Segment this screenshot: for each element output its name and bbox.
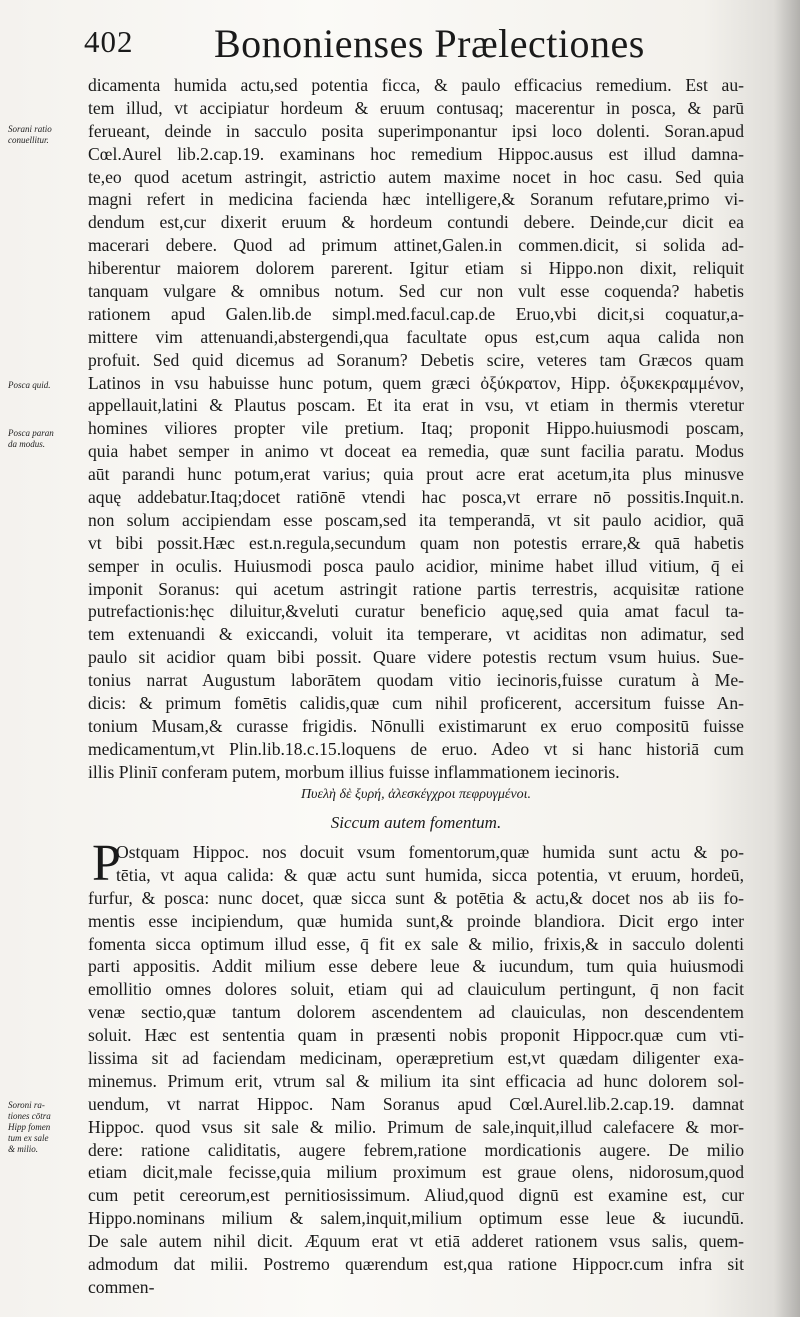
text-line: vt bibi possit.Hæc est.n.regula,secundum quam non potestis errare,& quā habetis xyxy=(88,532,744,553)
text-line: parti appositis. Addit milium esse debere leue & iucundum, tum quia huiusmodi xyxy=(88,956,744,977)
text-line: lissima sit ad faciendam medicinam, operæpretium est,vt quædam diligenter exa- xyxy=(88,1048,744,1069)
text-line: rationem apud Galen.lib.de simpl.med.facul.cap.de Eruo,vbi dicit,si coquatur,a- xyxy=(88,303,744,324)
text-line: aūt parandi hunc potum,erat varius; quia prout acre erat acetum,ita plus minusve xyxy=(88,464,744,485)
text-line: mentis esse incipiendum, quæ humida sunt,& proinde blandiora. Dicit ergo inter xyxy=(88,910,744,931)
text-line: emollitio omnes dolores soluit, etiam qui ad clauiculum pertingunt, q̄ non facit xyxy=(88,979,744,1000)
text-line: tonium Musam,& curasse frigidis. Nōnulli existimarunt ex eruo compositū fuisse xyxy=(88,715,744,736)
text-line: tem extenuandi & exiccandi, voluit ita temperare, vt aciditas non adimatur, sed xyxy=(88,624,744,645)
text-line: fomenta sicca optimum illud esse, q̄ fit ex sale & milio, frixis,& in sacculo dolenti xyxy=(88,933,744,954)
text-line: ferueant, deinde in sacculo posita superimponantur ipsi loco dolenti. Soran.apud xyxy=(88,120,744,141)
margin-note-posca-paranda: Posca paran da modus. xyxy=(8,428,54,449)
text-line: Hippoc. quod vsus sit sale & milio. Primum de sale,inquit,illud calefacere & mor- xyxy=(88,1116,744,1137)
text-line: dendum est,cur dixerit eruum & hordeum contundi debere. Deinde,cur dicit ea xyxy=(88,212,744,233)
text-line: Hippo.nominans milium & salem,inquit,milium optimum esse leue & iucundū. xyxy=(88,1208,744,1229)
text-line: illis Pliniī conferam putem, morbum illius fuisse inflammationem iecinoris. xyxy=(88,761,620,782)
text-line: etiam dicit,male fecisse,quia milium proximum est graue olens, nidorosum,quod xyxy=(88,1162,744,1183)
text-line: minemus. Primum erit, vtrum sal & milium ita sint efficacia ad hunc dolorem sol- xyxy=(88,1070,744,1091)
text-line: putrefactionis:hęc diluitur,&veluti curatur beneficio aquę,sed quia amat facul ta- xyxy=(88,601,744,622)
text-line: furfur, & posca: nunc docet, quæ sicca sunt & potētia & actu,& docet nos ab iis fo- xyxy=(88,887,744,908)
text-line: cum petit cereorum,est pernitiosissimum. Aliud,quod dignū est examine est, cur xyxy=(88,1185,744,1206)
text-line: dicis: & primum fomētis calidis,quæ cum nihil proficerent, accersitum fuisse An- xyxy=(88,693,744,714)
text-line: tonius narrat Augustum laborātem quodam vitio iecinoris,fuisse curatum à Me- xyxy=(88,670,744,691)
text-line: homines viliores propter vile pretium. Itaq; proponit Hippo.huiusmodi poscam, xyxy=(88,418,744,439)
margin-note-posca-quid: Posca quid. xyxy=(8,380,51,390)
text-line: non solum accipiendam esse poscam,sed ita temperandā, vt sit paulo acidior, quā xyxy=(88,509,744,530)
text-line: tem illud, vt accipiatur hordeum & eruum contusaq; macerentur in posca, & parū xyxy=(88,97,744,118)
text-line: te,eo quod acetum astringit, astrictio autem maxime nocet in hoc casu. Sed quia xyxy=(88,166,744,187)
text-line: hiberentur maiorem dolorem parerent. Igitur etiam si Hippo.non dixit, reliquit xyxy=(88,258,744,279)
text-line: dicamenta humida actu,sed potentia ficca, & paulo efficacius remedium. Est au- xyxy=(88,75,744,95)
text-line: profuit. Sed quid dicemus ad Soranum? Debetis scire, veteres tam Græcos quam xyxy=(88,349,744,370)
text-line: Latinos in vsu habuisse hunc potum, quem græci ὀξύκρατον, Hipp. ὀξυκεκραμμένον, xyxy=(88,372,744,393)
text-line: tanquam vulgare & omnibus notum. Sed cur non vult esse coquenda? habetis xyxy=(88,281,744,302)
page-number: 402 xyxy=(84,24,134,59)
text-line: soluit. Hæc est sententia quam in præsenti nobis proponit Hippocr.quæ cum vti- xyxy=(88,1025,744,1046)
text-line: Ostquam Hippoc. nos docuit vsum fomentorum,quæ humida sunt actu & po- xyxy=(116,842,744,862)
margin-note-sorani: Sorani ratio conuellitur. xyxy=(8,124,52,145)
text-line: paulo sit acidior quam bibi possit. Quare videre potestis rectum vsum huius. Sue- xyxy=(88,647,744,668)
text-line: aquę addebatur.Itaq;docet ratiōnē vtendi hac posca,vt errare nō possitis.Inquit.n. xyxy=(88,487,744,508)
margin-note-sorani-rationes: Soroni ra- tiones cōtra Hipp fomen tum ex sale & milio. xyxy=(8,1100,51,1154)
text-line: semper in oculis. Huiusmodi posca paulo acidior, minime habet illud vitium, q̄ ei xyxy=(88,555,744,576)
text-line: magni refert in medicina facienda hæc intelligere,& Soranum refutare,primo vi- xyxy=(88,189,744,210)
text-line: commen- xyxy=(88,1276,155,1297)
text-line: De sale autem nihil dicit. Æquum erat vt etiā adderet rationem vsus salis, quem- xyxy=(88,1231,744,1252)
text-line: appellauit,latini & Plautus poscam. Et ita erat in vsu, vt etiam in thermis vteretur xyxy=(88,395,744,416)
text-line: uendum, vt narrat Hippoc. Nam Soranus apud Cœl.Aurel.lib.2.cap.19. damnat xyxy=(88,1093,744,1114)
text-line: imponit Soranus: qui acetum astringit ratione partis terrestris, acquisitæ ratione xyxy=(88,578,744,599)
text-line: quia habet semper in animo vt doceat ea remedia, quæ sunt facilia paratu. Modus xyxy=(88,441,744,462)
greek-lemma: Πυελὴ δὲ ξυρή, ἀλεσκέγχροι πεφρυγμένοι. xyxy=(300,787,532,802)
text-line: admodum dat milii. Postremo quærendum est,qua ratione Hippocr.cum infra sit xyxy=(88,1254,744,1275)
drop-capital: P xyxy=(92,835,121,892)
text-line: macerari debere. Quod ad primum attinet,Galen.in commen.dicit, si solida ad- xyxy=(88,235,744,256)
text-block-new-section xyxy=(88,841,744,1299)
running-head xyxy=(82,18,742,68)
text-line: dere: ratione caliditatis, augere febrem,ratione mordicationis augere. De milio xyxy=(88,1139,744,1160)
text-line: venæ sectio,quæ tantum dolorem ascendentem ad clauiculas, non descendentem xyxy=(88,1002,744,1023)
text-line: medicamentum,vt Plin.lib.18.c.15.loquens de eruo. Adeo vt si hanc historiā cum xyxy=(88,738,744,759)
text-block-commentary xyxy=(88,74,744,784)
text-line: Cœl.Aurel lib.2.cap.19. examinans hoc remedium Hippoc.ausus est illud damna- xyxy=(88,143,744,164)
text-line: tētia, vt aqua calida: & quæ actu sunt humida, sicca potentia, vt eruum, hordeū, xyxy=(116,864,744,885)
text-line: mittere vim attenuandi,abstergendi,qua facultate opus est,cum aqua calida non xyxy=(88,326,744,347)
latin-lemma: Siccum autem fomentum. xyxy=(330,813,502,832)
running-title: Bononienses Prælectiones xyxy=(214,21,645,66)
